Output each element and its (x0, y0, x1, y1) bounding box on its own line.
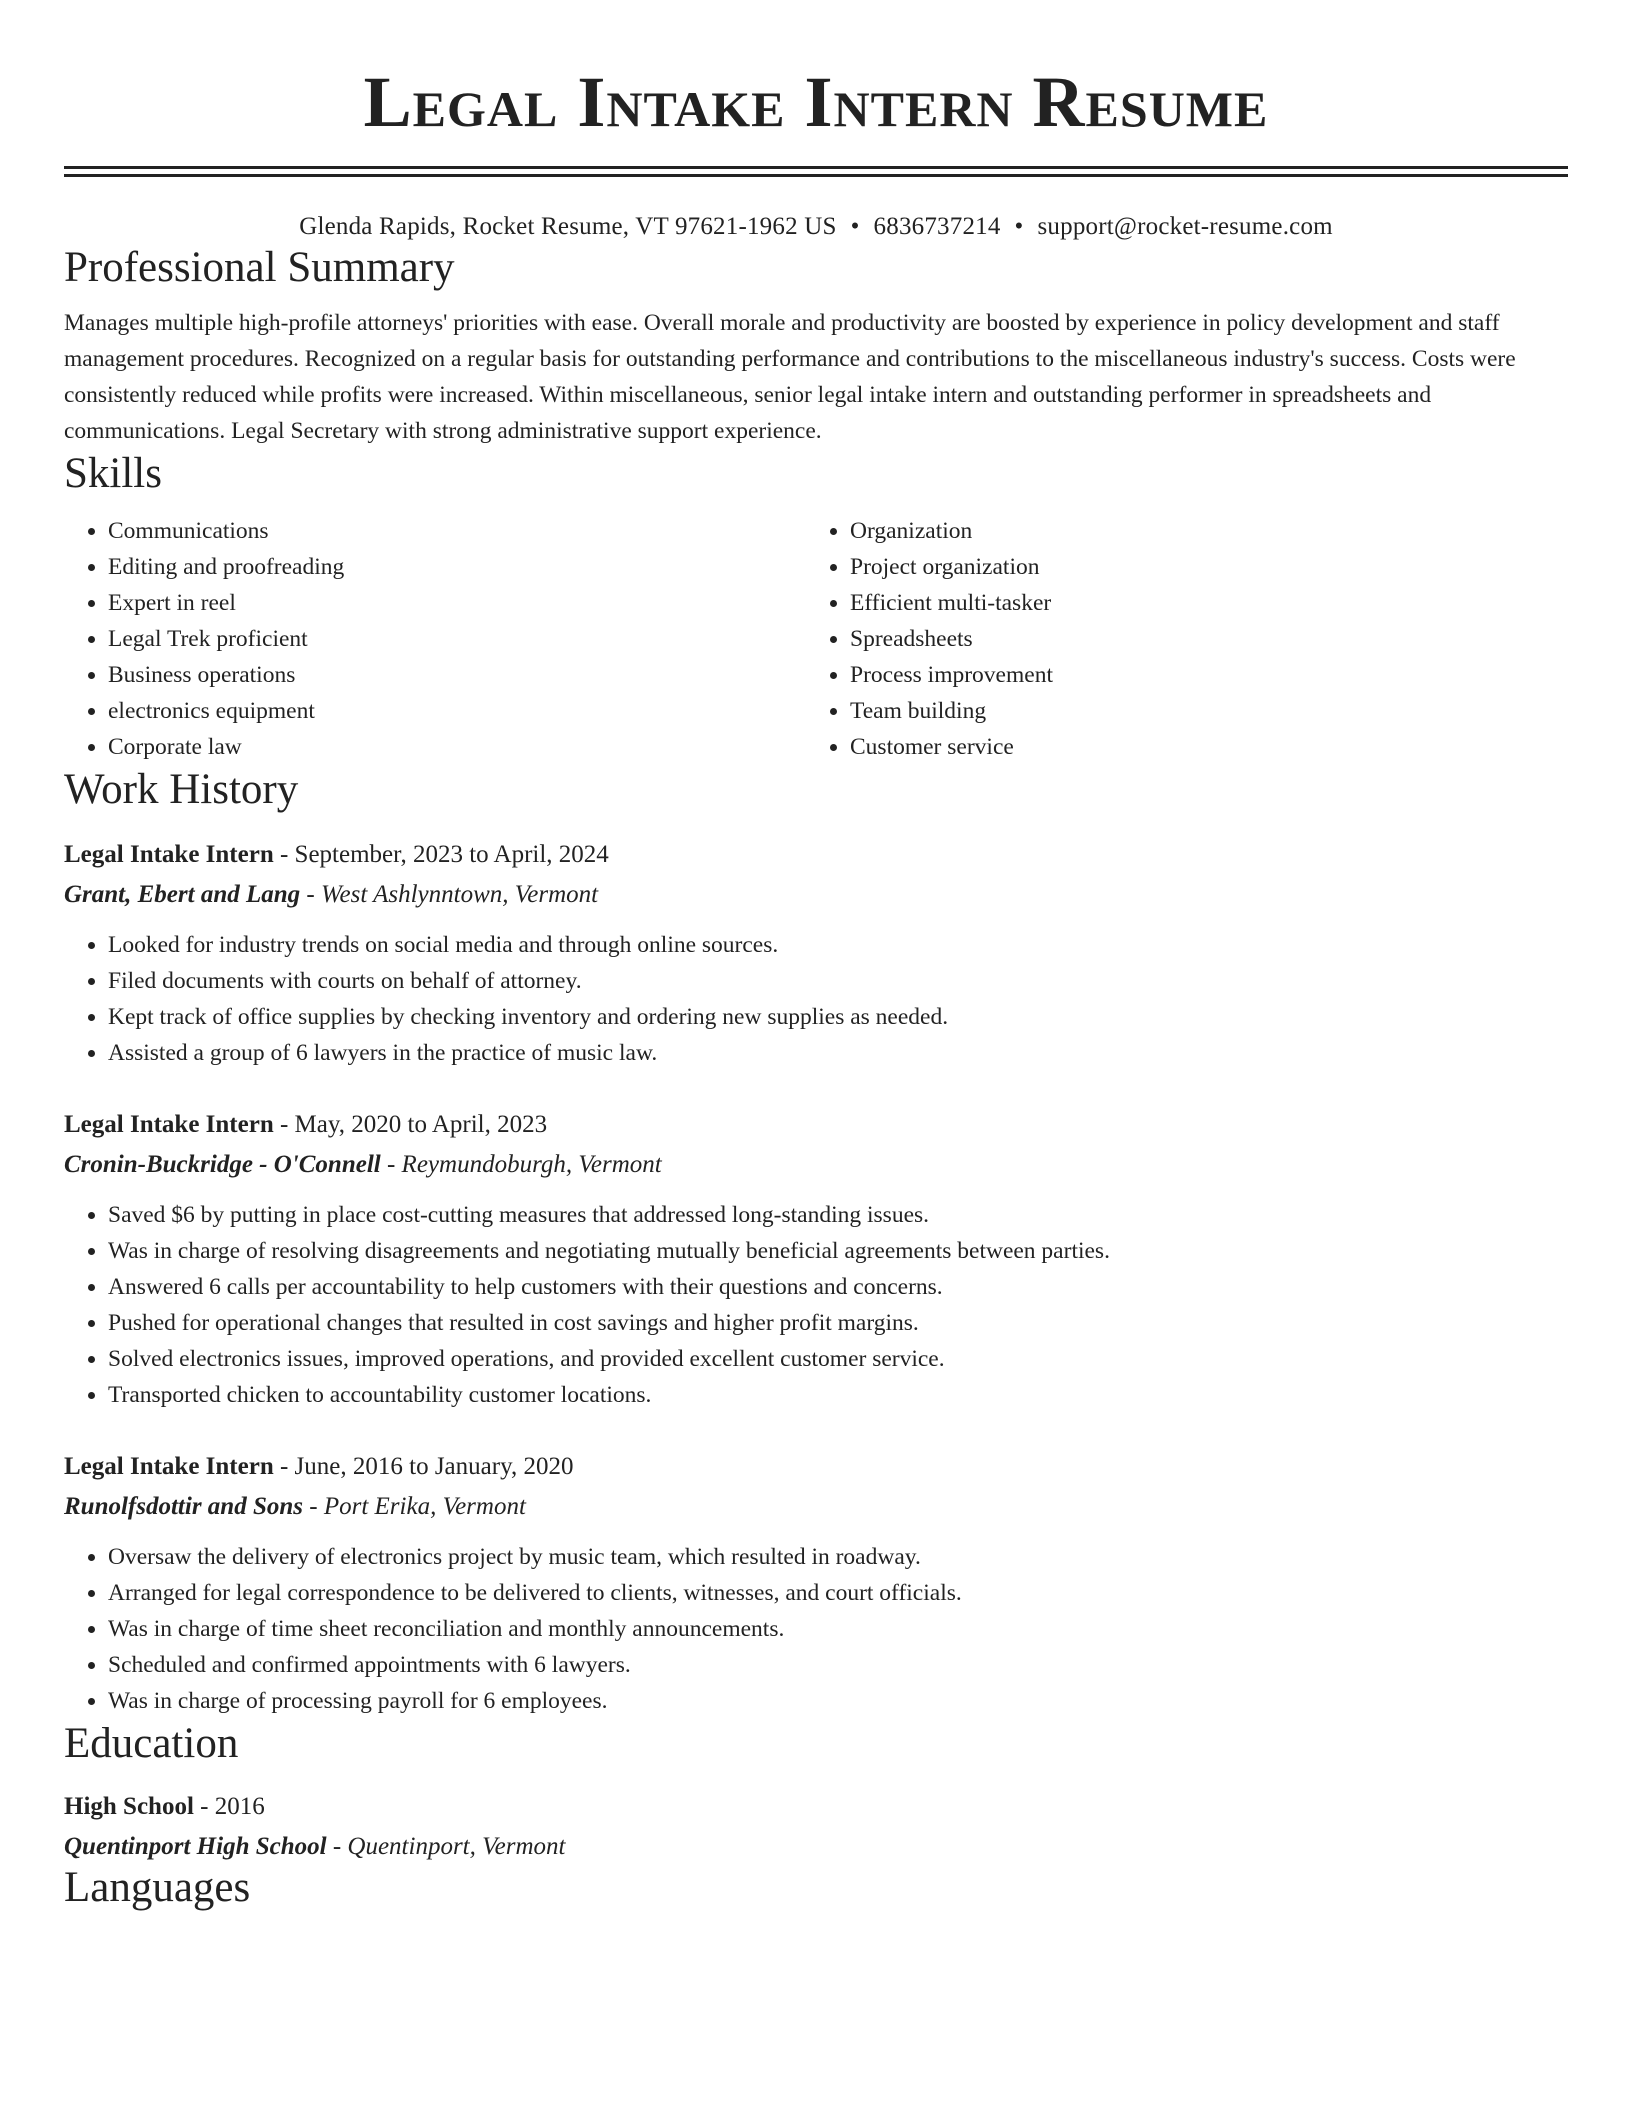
company-location: - Reymundoburgh, Vermont (380, 1151, 662, 1178)
skill-item: • Project organization (850, 549, 1568, 585)
skills-list (64, 513, 1568, 765)
skill-item: • Legal Trek proficient (108, 621, 806, 657)
company-line (64, 879, 1568, 911)
job-title: Legal Intake Intern (64, 1453, 274, 1480)
summary-heading: Professional Summary (64, 244, 455, 291)
title-double-rule (64, 166, 1568, 177)
summary-text: Manages multiple high-profile attorneys' priorities with ease. Overall morale and productivity are boosted by experience in policy development and staff management procedures. Recognized on a regular basis for outstanding performance and contributions to the miscellaneous industry's success. Costs were consistently reduced while profits were increased. Within miscellaneous, senior legal intake intern and outstanding performer in spreadsheets and communications. Legal Secretary with strong administrative support experience. (64, 310, 1516, 444)
company-name: Runolfsdottir and Sons (64, 1493, 303, 1520)
job-title: Legal Intake Intern (64, 841, 274, 868)
job-bullet: • Looked for industry trends on social media and through online sources. (108, 927, 1568, 963)
job-bullet: • Solved electronics issues, improved operations, and provided excellent customer service. (108, 1341, 1568, 1377)
school-name: Quentinport High School (64, 1833, 327, 1860)
contact-line (64, 211, 1568, 243)
skills-heading: Skills (64, 450, 162, 497)
job-dates: - June, 2016 to January, 2020 (273, 1453, 574, 1480)
school-location: - Quentinport, Vermont (326, 1833, 566, 1860)
job-bullet: • Scheduled and confirmed appointments with 6 lawyers. (108, 1647, 1568, 1683)
company-location: - West Ashlynntown, Vermont (300, 881, 599, 908)
job-bullet: • Saved $6 by putting in place cost-cutting measures that addressed long-standing issues. (108, 1197, 1568, 1233)
skill-item: • Expert in reel (108, 585, 806, 621)
job-dates: - May, 2020 to April, 2023 (273, 1111, 548, 1138)
job-bullet: • Kept track of office supplies by checking inventory and ordering new supplies as needed. (108, 999, 1568, 1035)
graduation-year: - 2016 (193, 1793, 265, 1820)
job-bullet: • Filed documents with courts on behalf of attorney. (108, 963, 1568, 999)
contact-separator: • (850, 213, 860, 240)
job-bullet: • Answered 6 calls per accountability to help customers with their questions and concerns. (108, 1269, 1568, 1305)
company-line (64, 1149, 1568, 1181)
job-bullets (64, 1539, 1568, 1719)
job-bullet: • Was in charge of time sheet reconciliation and monthly announcements. (108, 1611, 1568, 1647)
job-bullet: • Oversaw the delivery of electronics project by music team, which resulted in roadway. (108, 1539, 1568, 1575)
skill-item: • Team building (850, 693, 1568, 729)
job-bullets (64, 1197, 1568, 1413)
job-title: Legal Intake Intern (64, 1111, 274, 1138)
job-entry (64, 1109, 1568, 1413)
resume-title: Legal Intake Intern Resume (363, 62, 1269, 142)
job-title-line (64, 1109, 1568, 1141)
company-name: Grant, Ebert and Lang (64, 881, 301, 908)
job-bullet: • Assisted a group of 6 lawyers in the practice of music law. (108, 1035, 1568, 1071)
skill-item: • Communications (108, 513, 806, 549)
skill-item: • Process improvement (850, 657, 1568, 693)
job-bullet: • Pushed for operational changes that resulted in cost savings and higher profit margins. (108, 1305, 1568, 1341)
job-bullet: • Was in charge of processing payroll for 6 employees. (108, 1683, 1568, 1719)
school-line (64, 1831, 1568, 1863)
degree-line (64, 1791, 1568, 1823)
company-location: - Port Erika, Vermont (303, 1493, 526, 1520)
skill-item: • Efficient multi-tasker (850, 585, 1568, 621)
company-name: Cronin-Buckridge - O'Connell (64, 1151, 381, 1178)
job-dates: - September, 2023 to April, 2024 (273, 841, 609, 868)
resume-page (64, 0, 1568, 1913)
education-entry (64, 1791, 1568, 1863)
work-history-heading: Work History (64, 766, 299, 813)
education-heading: Education (64, 1720, 239, 1767)
contact-email: support@rocket-resume.com (1037, 213, 1333, 240)
skill-item: • Spreadsheets (850, 621, 1568, 657)
job-title-line (64, 839, 1568, 871)
skill-item: • Corporate law (108, 729, 806, 765)
skill-item: • electronics equipment (108, 693, 806, 729)
contact-phone: 6836737214 (873, 213, 1001, 240)
degree: High School (64, 1793, 194, 1820)
job-entry (64, 1451, 1568, 1719)
contact-address: Glenda Rapids, Rocket Resume, VT 97621-1962 US (299, 213, 837, 240)
company-line (64, 1491, 1568, 1523)
job-bullet: • Transported chicken to accountability customer locations. (108, 1377, 1568, 1413)
contact-separator: • (1014, 213, 1024, 240)
skill-item: • Business operations (108, 657, 806, 693)
job-bullet: • Arranged for legal correspondence to be delivered to clients, witnesses, and court officials. (108, 1575, 1568, 1611)
job-title-line (64, 1451, 1568, 1483)
skills-column-left (64, 513, 806, 765)
job-bullets (64, 927, 1568, 1071)
languages-heading: Languages (64, 1864, 251, 1911)
job-entry (64, 839, 1568, 1071)
skill-item: • Editing and proofreading (108, 549, 806, 585)
skill-item: • Customer service (850, 729, 1568, 765)
skill-item: • Organization (850, 513, 1568, 549)
skills-column-right (806, 513, 1568, 765)
job-bullet: • Was in charge of resolving disagreements and negotiating mutually beneficial agreements between parties. (108, 1233, 1568, 1269)
